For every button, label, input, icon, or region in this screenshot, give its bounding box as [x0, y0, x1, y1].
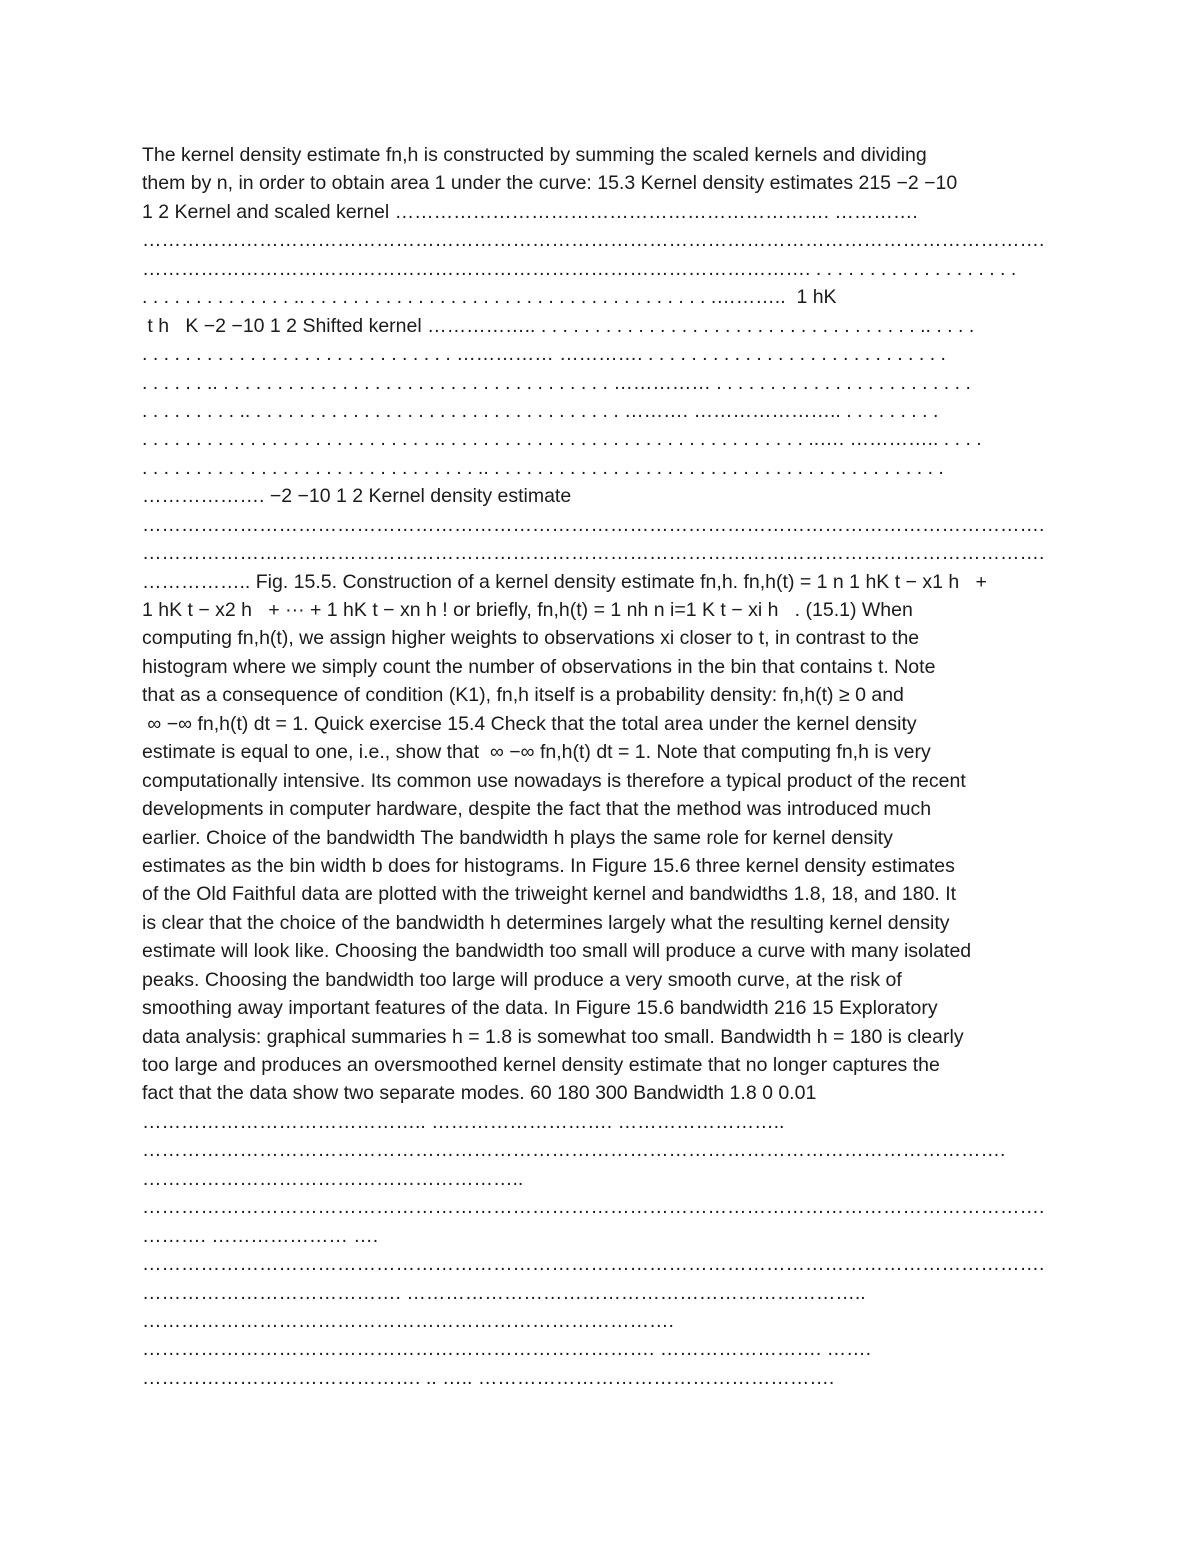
text-line: ………………………………………………………………………………………………………………………….	[142, 229, 1045, 252]
text-line: …………………………………….. ………………………. ……………………..	[142, 1110, 785, 1133]
text-line: . . . . . . . . . . . . . . . . . . . . . . . . . . . .. . . . . . . . . . . . . . . . . . . . . . . . . . . . . . . . . . ..…. ………….. . . . .	[142, 428, 982, 451]
text-line: them by n, in order to obtain area 1 under the curve: 15.3 Kernel density estimates 215 −2 −10	[142, 172, 958, 195]
text-line: peaks. Choosing the bandwidth too large will produce a very smooth curve, at the risk of	[142, 968, 902, 991]
text-line: too large and produces an oversmoothed kernel density estimate that no longer captures the	[142, 1054, 940, 1076]
text-line: ……………………………………………………………………….	[142, 1309, 674, 1332]
text-line: ∞ −∞ fn,h(t) dt = 1. Quick exercise 15.4 Check that the total area under the kernel density	[142, 712, 917, 735]
text-line: developments in computer hardware, despite the fact that the method was introduced much	[142, 798, 932, 821]
text-line: …………………………………………………………………………………………. . . . . . . . . . . . . . . . . . . .	[142, 257, 1017, 280]
text-line: ………………………………………………………………………………………………………………………….	[142, 542, 1045, 565]
text-line: estimates as the bin width b does for histograms. In Figure 15.6 three kernel density estimates	[142, 854, 955, 877]
text-line: earlier. Choice of the bandwidth The bandwidth h plays the same role for kernel density	[142, 826, 893, 849]
text-line: t h K −2 −10 1 2 Shifted kernel …………….. . . . . . . . . . . . . . . . . . . . . . . . . . . . . . . . . . . . .. . . . .	[142, 314, 975, 337]
text-line: . . . . . . . . . . . . . . . . . . . . . . . . . . . . . . . .. . . . . . . . . . . . . . . . . . . . . . . . . . . . . . . . . . . . . . . . . . .	[142, 456, 944, 479]
text-line: ……………………………………. .. ….. ……………………………………………….	[142, 1366, 835, 1389]
text-line: . . . . . . . . . . . . . . . . . . . . . . . . . . . . . …………… …………. . . . . . . . . . . . . . . . . . . . . . . . . . . . .	[142, 343, 946, 366]
text-line: The kernel density estimate fn,h is constructed by summing the scaled kernels and dividing	[142, 144, 927, 166]
text-line: . . . . . . . . . .. . . . . . . . . . . . . . . . . . . . . . . . . . . . . . . . . . . ………. ………………….. . . . . . . . . .	[142, 399, 939, 422]
text-line: ………………………………………………………………………………………………………………………….	[142, 1196, 1045, 1219]
text-line: data analysis: graphical summaries h = 1.8 is somewhat too small. Bandwidth h = 180 is clearly	[142, 1025, 964, 1048]
text-line: …………………………………………………..	[142, 1167, 524, 1190]
text-line: smoothing away important features of the data. In Figure 15.6 bandwidth 216 15 Exploratory	[142, 997, 938, 1020]
text-line: is clear that the choice of the bandwidth h determines largely what the resulting kernel density	[142, 911, 950, 934]
text-line: 1 hK t − x2 h + ··· + 1 hK t − xn h ! or briefly, fn,h(t) = 1 nh n i=1 K t − xi h . (15.1) When	[142, 599, 913, 621]
text-line: …………….. Fig. 15.5. Construction of a kernel density estimate fn,h. fn,h(t) = 1 n 1 hK t − x1 h +	[142, 570, 987, 593]
text-line: computationally intensive. Its common use nowadays is therefore a typical product of the recent	[142, 769, 966, 792]
text-line: 1 2 Kernel and scaled kernel …………………………………………………………. ………….	[142, 200, 918, 223]
text-line: estimate is equal to one, i.e., show that ∞ −∞ fn,h(t) dt = 1. Note that computing fn,h is very	[142, 741, 931, 764]
text-line: …………………………………………………………………………………………………………………….	[142, 1139, 1006, 1162]
text-line: fact that the data show two separate modes. 60 180 300 Bandwidth 1.8 0 0.01	[142, 1082, 817, 1105]
text-line: . . . . . . .. . . . . . . . . . . . . . . . . . . . . . . . . . . . . . . . . . . . . …………… . . . . . . . . . . . . . . . . . . . . . . . .	[142, 371, 971, 394]
text-line: estimate will look like. Choosing the bandwidth too small will produce a curve with many isolated	[142, 940, 972, 963]
document-body	[142, 141, 1072, 1392]
text-line: ………. ………………… ….	[142, 1224, 379, 1247]
text-line: . . . . . . . . . . . . . . .. . . . . . . . . . . . . . . . . . . . . . . . . . . . . . . . . . . . . . .……….. 1 hK	[142, 286, 837, 309]
text-line: that as a consequence of condition (K1), fn,h itself is a probability density: fn,h(t) ≥ 0 and	[142, 684, 904, 707]
text-line: ………………………………………………………………………………………………………………………….	[142, 513, 1045, 536]
text-line: …………………………………. ……………………………………………………………..	[142, 1281, 866, 1304]
text-line: computing fn,h(t), we assign higher weights to observations xi closer to t, in contrast to the	[142, 627, 920, 650]
text-line: ………………. −2 −10 1 2 Kernel density estimate	[142, 485, 572, 508]
text-line: ……………………………………………………………………. ……………………. …….	[142, 1338, 872, 1361]
text-line: histogram where we simply count the number of observations in the bin that contains t. Note	[142, 655, 936, 678]
text-line: ………………………………………………………………………………………………………………………….	[142, 1253, 1045, 1276]
text-line: of the Old Faithful data are plotted with the triweight kernel and bandwidths 1.8, 18, and 180. It	[142, 883, 957, 906]
